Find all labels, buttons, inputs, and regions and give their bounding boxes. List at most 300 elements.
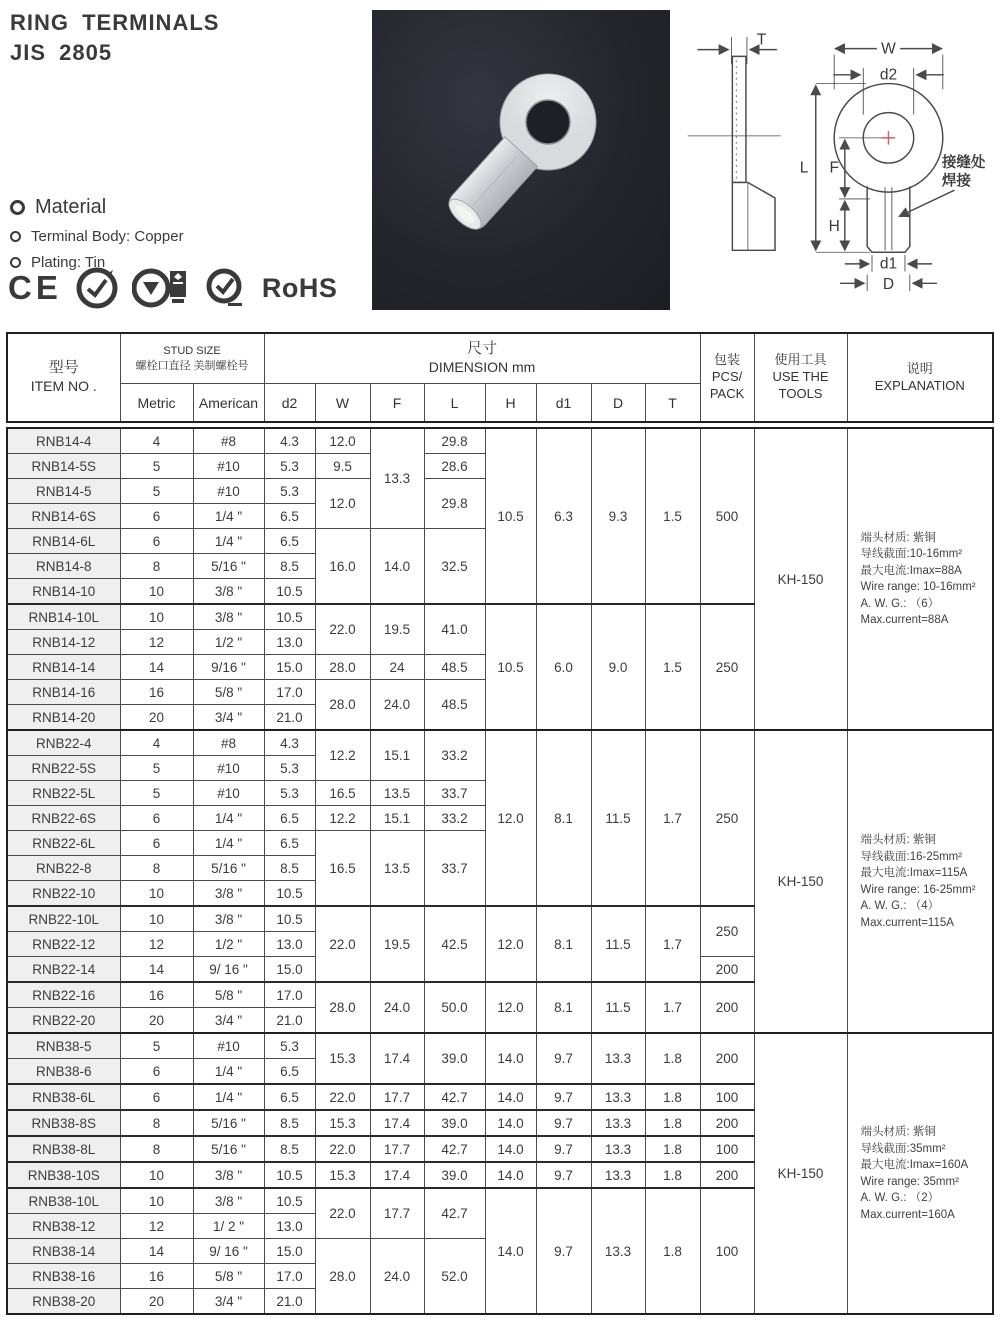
value-cell: 10.5: [264, 881, 315, 907]
value-cell: 8.5: [264, 856, 315, 881]
explanation-line: Max.current=115A: [860, 916, 954, 929]
value-cell: 22.0: [315, 604, 370, 655]
title-line2: JIS 2805: [10, 39, 113, 65]
value-cell: 17.4: [370, 1162, 424, 1188]
value-cell: 10: [120, 1188, 193, 1214]
explanation-line: 端头材质: 紫铜: [860, 1126, 936, 1138]
value-cell: 12.2: [315, 806, 370, 831]
header-col-t: T: [645, 384, 700, 423]
header-tools-en1: USE THE: [772, 369, 829, 385]
value-cell: 8.1: [536, 906, 591, 982]
value-cell: #10: [193, 756, 264, 781]
value-cell: 15.1: [370, 730, 424, 781]
value-cell: 13.3: [591, 1136, 645, 1162]
value-cell: 6: [120, 1059, 193, 1085]
value-cell: 10: [120, 906, 193, 932]
tool-cell: KH-150: [754, 428, 847, 730]
value-cell: 4.3: [264, 730, 315, 756]
material-item: Plating: Tin: [31, 254, 106, 271]
item-no-cell: RNB14-10: [7, 579, 120, 605]
item-no-cell: RNB14-16: [7, 680, 120, 705]
material-item-row: [10, 228, 184, 245]
value-cell: 14.0: [485, 1162, 536, 1188]
value-cell: 12.2: [315, 730, 370, 781]
value-cell: 11.5: [591, 906, 645, 982]
value-cell: 14: [120, 655, 193, 680]
value-cell: 5: [120, 1033, 193, 1059]
value-cell: 1/4 ": [193, 504, 264, 529]
value-cell: 12.0: [485, 906, 536, 982]
value-cell: 9.3: [591, 428, 645, 604]
value-cell: 6: [120, 504, 193, 529]
value-cell: 24.0: [370, 1239, 424, 1315]
header-pack-en2: PACK: [709, 385, 745, 401]
value-cell: 9.7: [536, 1110, 591, 1136]
value-cell: 6.5: [264, 831, 315, 856]
material-heading-row: [10, 196, 184, 219]
value-cell: 250: [700, 604, 754, 730]
value-cell: 52.0: [424, 1239, 485, 1315]
header-col-w: W: [315, 384, 370, 423]
value-cell: 5/16 ": [193, 1136, 264, 1162]
value-cell: 9.5: [315, 454, 370, 479]
value-cell: 100: [700, 1188, 754, 1314]
ce-mark-icon: CE: [8, 269, 62, 306]
value-cell: 3/8 ": [193, 1188, 264, 1214]
value-cell: 1/4 ": [193, 1084, 264, 1110]
item-no-cell: RNB14-5S: [7, 454, 120, 479]
value-cell: 1/4 ": [193, 806, 264, 831]
value-cell: #10: [193, 454, 264, 479]
dimension-diagram: [680, 12, 1000, 318]
item-no-cell: RNB38-8S: [7, 1110, 120, 1136]
value-cell: 11.5: [591, 982, 645, 1033]
value-cell: 11.5: [591, 730, 645, 906]
item-no-cell: RNB22-6S: [7, 806, 120, 831]
header-col-h: H: [485, 384, 536, 423]
value-cell: 16: [120, 982, 193, 1008]
material-item: Terminal Body: Copper: [31, 228, 184, 245]
value-cell: 5.3: [264, 1033, 315, 1059]
value-cell: 13.3: [591, 1033, 645, 1084]
value-cell: 48.5: [424, 680, 485, 731]
value-cell: 3/8 ": [193, 1162, 264, 1188]
value-cell: 42.7: [424, 1136, 485, 1162]
explanation-line: 端头材质: 紫铜: [860, 834, 936, 846]
header-stud-size: [120, 333, 264, 384]
value-cell: 200: [700, 1033, 754, 1084]
dim-label-D: D: [882, 276, 895, 294]
value-cell: 8: [120, 856, 193, 881]
value-cell: 22.0: [315, 1084, 370, 1110]
value-cell: 41.0: [424, 604, 485, 655]
item-no-cell: RNB38-6L: [7, 1084, 120, 1110]
value-cell: 15.3: [315, 1033, 370, 1084]
value-cell: 5: [120, 756, 193, 781]
header-col-d2: d2: [264, 384, 315, 423]
value-cell: 8.5: [264, 554, 315, 579]
value-cell: 32.5: [424, 529, 485, 605]
value-cell: 9.7: [536, 1188, 591, 1314]
center-cross-mark: [882, 131, 896, 145]
value-cell: 29.8: [424, 479, 485, 529]
value-cell: 5/16 ": [193, 1110, 264, 1136]
value-cell: 6: [120, 1084, 193, 1110]
value-cell: 3/4 ": [193, 1289, 264, 1315]
item-no-cell: RNB14-4: [7, 428, 120, 454]
header-pack-en1: PCS/: [711, 369, 743, 385]
value-cell: 1/4 ": [193, 831, 264, 856]
explanation-cell: [847, 1033, 993, 1314]
value-cell: 5.3: [264, 454, 315, 479]
value-cell: 16.0: [315, 529, 370, 605]
value-cell: 28.0: [315, 982, 370, 1033]
value-cell: 17.0: [264, 680, 315, 705]
title-line1: RING TERMINALS: [10, 10, 220, 35]
value-cell: 6.5: [264, 806, 315, 831]
explanation-line: Wire range: 35mm²: [860, 1175, 959, 1188]
item-no-cell: RNB14-12: [7, 630, 120, 655]
value-cell: 4: [120, 428, 193, 454]
value-cell: 12.0: [485, 730, 536, 906]
value-cell: 15.0: [264, 1239, 315, 1264]
value-cell: 5/16 ": [193, 856, 264, 881]
value-cell: 42.7: [424, 1188, 485, 1239]
value-cell: 3/8 ": [193, 906, 264, 932]
header-dimension-cn: 尺寸: [467, 340, 498, 358]
value-cell: 10.5: [264, 604, 315, 630]
value-cell: 28.6: [424, 454, 485, 479]
value-cell: 1.8: [645, 1084, 700, 1110]
value-cell: 10.5: [264, 906, 315, 932]
dimension-diagram-drawing: [680, 12, 1000, 318]
value-cell: 13.3: [591, 1188, 645, 1314]
value-cell: 14.0: [370, 529, 424, 605]
value-cell: 1.8: [645, 1136, 700, 1162]
value-cell: 9.7: [536, 1162, 591, 1188]
header-item-cn: 型号: [48, 359, 79, 377]
page-title: [10, 8, 219, 67]
value-cell: 21.0: [264, 1008, 315, 1034]
header-tools: [754, 333, 847, 422]
value-cell: 1.7: [645, 906, 700, 982]
value-cell: 1.5: [645, 604, 700, 730]
value-cell: 13.0: [264, 630, 315, 655]
value-cell: 15.1: [370, 806, 424, 831]
value-cell: 29.8: [424, 428, 485, 454]
table-row: [7, 730, 993, 756]
tool-cell: KH-150: [754, 730, 847, 1033]
product-photo: [372, 10, 670, 310]
value-cell: 6.0: [536, 604, 591, 730]
value-cell: 14.0: [485, 1136, 536, 1162]
value-cell: #10: [193, 479, 264, 504]
value-cell: 14: [120, 1239, 193, 1264]
value-cell: 3/8 ": [193, 604, 264, 630]
value-cell: 200: [700, 982, 754, 1033]
explanation-cell: [847, 428, 993, 730]
explanation-line: 导线截面:10-16mm²: [860, 548, 963, 560]
dim-label-F: F: [829, 159, 839, 177]
item-no-cell: RNB22-4: [7, 730, 120, 756]
bullet-ring-icon: [10, 231, 21, 242]
header-col-metric: Metric: [120, 384, 193, 423]
sgs-cert-icon: [202, 267, 248, 309]
value-cell: 10: [120, 604, 193, 630]
value-cell: 20: [120, 1008, 193, 1034]
ring-terminal-photo-drawing: [372, 10, 670, 310]
value-cell: 9.7: [536, 1084, 591, 1110]
header-pack-cn: 包装: [714, 352, 741, 368]
value-cell: 10: [120, 881, 193, 907]
value-cell: 33.2: [424, 730, 485, 781]
item-no-cell: RNB14-6S: [7, 504, 120, 529]
value-cell: 6: [120, 529, 193, 554]
value-cell: 250: [700, 730, 754, 906]
value-cell: 42.7: [424, 1084, 485, 1110]
weld-note-line1: 接缝处: [941, 154, 986, 171]
value-cell: 9/ 16 ": [193, 1239, 264, 1264]
value-cell: 13.3: [591, 1162, 645, 1188]
quality-check-cert-icon: [76, 267, 118, 309]
item-no-cell: RNB38-10L: [7, 1188, 120, 1214]
value-cell: 24: [370, 655, 424, 680]
value-cell: 1.8: [645, 1188, 700, 1314]
value-cell: 14.0: [485, 1188, 536, 1314]
value-cell: 20: [120, 1289, 193, 1315]
item-no-cell: RNB22-20: [7, 1008, 120, 1034]
dim-label-L: L: [799, 159, 809, 177]
explanation-line: 导线截面:16-25mm²: [860, 850, 963, 863]
value-cell: 39.0: [424, 1033, 485, 1084]
header-explanation: [847, 333, 993, 422]
value-cell: 10.5: [264, 579, 315, 605]
value-cell: #8: [193, 730, 264, 756]
value-cell: 10: [120, 579, 193, 605]
item-no-cell: RNB22-10: [7, 881, 120, 907]
item-no-cell: RNB22-10L: [7, 906, 120, 932]
value-cell: 17.0: [264, 982, 315, 1008]
value-cell: 9/16 ": [193, 655, 264, 680]
explanation-line: 最大电流:Imax=88A: [860, 564, 962, 577]
value-cell: 1.8: [645, 1162, 700, 1188]
value-cell: 15.0: [264, 655, 315, 680]
dim-label-d1: d1: [879, 255, 898, 273]
value-cell: 6: [120, 806, 193, 831]
certification-logos: [8, 266, 337, 310]
value-cell: 6.5: [264, 1084, 315, 1110]
dim-label-T: T: [756, 31, 767, 49]
value-cell: 13.5: [370, 781, 424, 806]
value-cell: 22.0: [315, 1136, 370, 1162]
value-cell: 250: [700, 906, 754, 957]
value-cell: 12.0: [315, 479, 370, 529]
value-cell: 17.4: [370, 1110, 424, 1136]
value-cell: 22.0: [315, 906, 370, 982]
spec-table-body: [6, 427, 994, 1315]
explanation-line: 最大电流:Imax=115A: [860, 867, 968, 879]
value-cell: 5/8 ": [193, 1264, 264, 1289]
value-cell: 21.0: [264, 705, 315, 731]
value-cell: 16: [120, 680, 193, 705]
item-no-cell: RNB22-5S: [7, 756, 120, 781]
material-heading: Material: [35, 196, 107, 218]
value-cell: 13.0: [264, 932, 315, 957]
item-no-cell: RNB14-6L: [7, 529, 120, 554]
item-no-cell: RNB38-16: [7, 1264, 120, 1289]
value-cell: 21.0: [264, 1289, 315, 1315]
value-cell: 1/2 ": [193, 932, 264, 957]
value-cell: 28.0: [315, 680, 370, 731]
value-cell: 3/8 ": [193, 579, 264, 605]
value-cell: 14.0: [485, 1084, 536, 1110]
value-cell: 5.3: [264, 756, 315, 781]
value-cell: 12: [120, 932, 193, 957]
item-no-cell: RNB38-5: [7, 1033, 120, 1059]
explanation-line: 最大电流:Imax=160A: [860, 1159, 969, 1171]
value-cell: 10.5: [264, 1188, 315, 1214]
value-cell: 16.5: [315, 831, 370, 907]
header-tools-cn: 使用工具: [774, 352, 827, 368]
weld-note-line2: 焊接: [941, 173, 971, 190]
value-cell: #10: [193, 1033, 264, 1059]
item-no-cell: RNB22-12: [7, 932, 120, 957]
value-cell: 17.4: [370, 1033, 424, 1084]
dim-label-W: W: [881, 40, 896, 58]
value-cell: 17.7: [370, 1188, 424, 1239]
header-stud-size-en: STUD SIZE: [163, 345, 221, 358]
item-no-cell: RNB14-8: [7, 554, 120, 579]
value-cell: 28.0: [315, 1239, 370, 1315]
value-cell: 4.3: [264, 428, 315, 454]
explanation-line: Wire range: 10-16mm²: [860, 581, 976, 593]
explanation-line: 端头材质: 紫铜: [860, 531, 936, 544]
value-cell: #8: [193, 428, 264, 454]
value-cell: 42.5: [424, 906, 485, 982]
value-cell: 5: [120, 479, 193, 504]
table-row: [7, 1033, 993, 1059]
header-stud-size-cn: 螺栓口直径 美制螺栓号: [135, 359, 249, 372]
ukas-management-cert-icon: [132, 267, 188, 309]
value-cell: 16: [120, 1264, 193, 1289]
header-explanation-cn: 说明: [906, 360, 933, 376]
value-cell: 9.7: [536, 1033, 591, 1084]
value-cell: 13.3: [591, 1110, 645, 1136]
value-cell: 1.7: [645, 982, 700, 1033]
value-cell: 15.3: [315, 1110, 370, 1136]
value-cell: 200: [700, 1162, 754, 1188]
explanation-line: A. W. G.: （2）: [860, 1192, 940, 1204]
value-cell: 6.5: [264, 1059, 315, 1085]
value-cell: 24.0: [370, 982, 424, 1033]
explanation-line: Wire range: 16-25mm²: [860, 883, 976, 896]
value-cell: 17.7: [370, 1136, 424, 1162]
value-cell: #10: [193, 781, 264, 806]
value-cell: 5: [120, 454, 193, 479]
item-no-cell: RNB22-5L: [7, 781, 120, 806]
header-pack: [700, 333, 754, 422]
value-cell: 13.3: [591, 1084, 645, 1110]
value-cell: 17.7: [370, 1084, 424, 1110]
item-no-cell: RNB22-6L: [7, 831, 120, 856]
value-cell: 5.3: [264, 479, 315, 504]
value-cell: 3/8 ": [193, 881, 264, 907]
value-cell: 19.5: [370, 906, 424, 982]
value-cell: 39.0: [424, 1110, 485, 1136]
value-cell: 13.0: [264, 1214, 315, 1239]
table-row: [7, 428, 993, 454]
value-cell: 6: [120, 831, 193, 856]
value-cell: 15.3: [315, 1162, 370, 1188]
item-no-cell: RNB22-8: [7, 856, 120, 881]
value-cell: 1/4 ": [193, 529, 264, 554]
explanation-line: Max.current=160A: [860, 1208, 955, 1221]
value-cell: 8.1: [536, 730, 591, 906]
header-explanation-en: EXPLANATION: [874, 377, 965, 393]
value-cell: 33.7: [424, 831, 485, 907]
value-cell: 14: [120, 957, 193, 983]
value-cell: 13.5: [370, 831, 424, 907]
value-cell: 8.1: [536, 982, 591, 1033]
value-cell: 33.7: [424, 781, 485, 806]
item-no-cell: RNB14-10L: [7, 604, 120, 630]
value-cell: 6.5: [264, 529, 315, 554]
value-cell: 50.0: [424, 982, 485, 1033]
value-cell: 14.0: [485, 1033, 536, 1084]
top-section: [6, 0, 994, 332]
value-cell: 1/2 ": [193, 630, 264, 655]
value-cell: 8.5: [264, 1110, 315, 1136]
item-no-cell: RNB38-20: [7, 1289, 120, 1315]
item-no-cell: RNB38-10S: [7, 1162, 120, 1188]
value-cell: 1.7: [645, 730, 700, 906]
header-col-d1: d1: [536, 384, 591, 423]
value-cell: 8: [120, 1110, 193, 1136]
value-cell: 10.5: [264, 1162, 315, 1188]
header-tools-en2: TOOLS: [778, 385, 823, 401]
tool-cell: KH-150: [754, 1033, 847, 1314]
value-cell: 8: [120, 554, 193, 579]
item-no-cell: RNB14-5: [7, 479, 120, 504]
item-no-cell: RNB22-14: [7, 957, 120, 983]
value-cell: 33.2: [424, 806, 485, 831]
value-cell: 100: [700, 1084, 754, 1110]
value-cell: 28.0: [315, 655, 370, 680]
value-cell: 100: [700, 1136, 754, 1162]
dim-label-H: H: [828, 217, 840, 235]
value-cell: 12.0: [485, 982, 536, 1033]
value-cell: 10: [120, 1162, 193, 1188]
value-cell: 1/ 2 ": [193, 1214, 264, 1239]
value-cell: 12: [120, 1214, 193, 1239]
item-no-cell: RNB22-16: [7, 982, 120, 1008]
value-cell: 1.8: [645, 1033, 700, 1084]
item-no-cell: RNB38-8L: [7, 1136, 120, 1162]
header-dimension-en: DIMENSION mm: [428, 359, 536, 376]
header-dimension: [264, 333, 700, 384]
value-cell: 3/4 ": [193, 705, 264, 731]
value-cell: 9.0: [591, 604, 645, 730]
item-no-cell: RNB38-6: [7, 1059, 120, 1085]
value-cell: 10.5: [485, 604, 536, 730]
value-cell: 5/8 ": [193, 982, 264, 1008]
value-cell: 15.0: [264, 957, 315, 983]
value-cell: 4: [120, 730, 193, 756]
value-cell: 5: [120, 781, 193, 806]
value-cell: 14.0: [485, 1110, 536, 1136]
value-cell: 5/8 ": [193, 680, 264, 705]
value-cell: 16.5: [315, 781, 370, 806]
